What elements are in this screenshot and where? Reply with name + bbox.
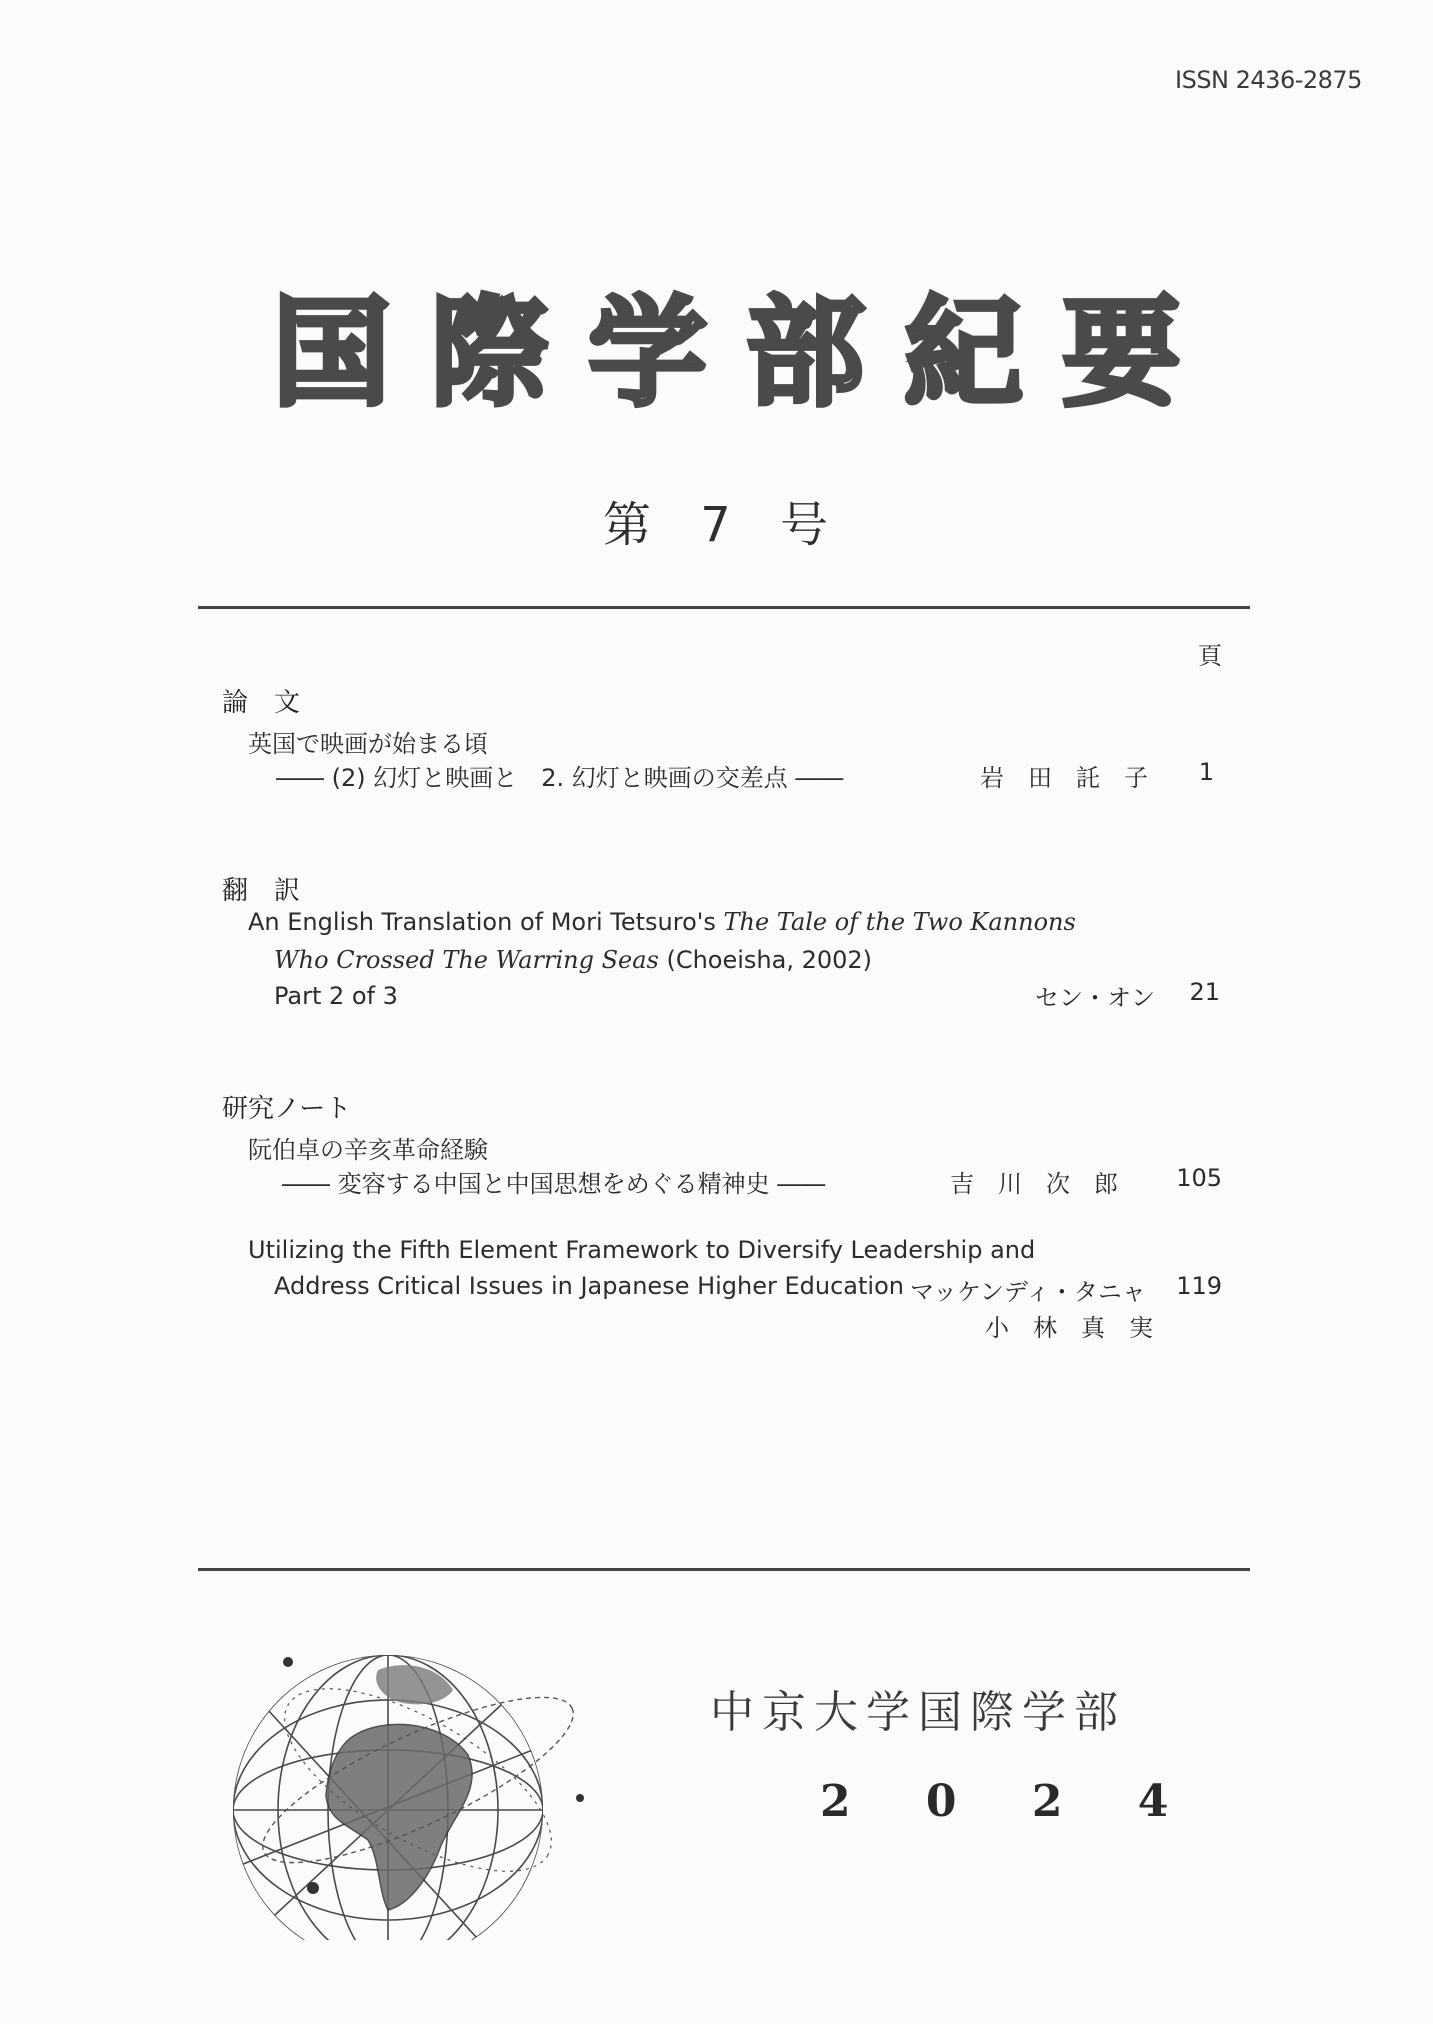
entry-subtitle: ―― (2) 幻灯と映画と 2. 幻灯と映画の交差点 ――	[276, 764, 844, 792]
bottom-divider	[198, 1568, 1250, 1571]
entry-author-2: 小 林 真 実	[985, 1314, 1153, 1342]
entry-page: 21	[1189, 978, 1220, 1006]
entry-title: 阮伯卓の辛亥革命経験	[248, 1136, 488, 1164]
entry-title	[248, 908, 1076, 936]
entry-title-italic: The Tale of the Two Kannons	[723, 908, 1076, 936]
entry-title: 英国で映画が始まる頃	[248, 730, 488, 758]
entry-title-cont: Address Critical Issues in Japanese Higher Education	[274, 1272, 904, 1300]
entry-title-italic: Who Crossed The Warring Seas	[274, 946, 659, 974]
journal-title: 国際学部紀要	[272, 284, 1221, 422]
entry-author: マッケンディ・タニャ	[910, 1278, 1146, 1306]
entry-author: 岩 田 託 子	[980, 764, 1148, 792]
issn: ISSN 2436-2875	[1175, 66, 1362, 94]
page-column-header: 頁	[1198, 642, 1222, 670]
continent-shape	[326, 1724, 472, 1910]
entry-subtitle: ―― 変容する中国と中国思想をめぐる精神史 ――	[282, 1170, 826, 1198]
entry-author: 吉 川 次 郎	[950, 1170, 1118, 1198]
publication-year: 2 0 2 4	[820, 1776, 1199, 1827]
entry-part: Part 2 of 3	[274, 982, 398, 1010]
section-heading-translation: 翻 訳	[222, 876, 301, 906]
entry-page: 105	[1176, 1164, 1222, 1192]
issue-number: 第 7 号	[602, 497, 831, 553]
entry-title: Utilizing the Fifth Element Framework to Diversify Leadership and	[248, 1236, 1036, 1264]
entry-page: 1	[1198, 758, 1214, 786]
entry-title-cont	[274, 946, 872, 974]
top-divider	[198, 606, 1250, 609]
entry-title-plain: An English Translation of Mori Tetsuro's	[248, 908, 724, 936]
entry-author: セン・オン	[1035, 984, 1155, 1012]
section-heading-research-notes: 研究ノート	[222, 1094, 352, 1124]
entry-page: 119	[1176, 1272, 1222, 1300]
entry-title-plain: (Choeisha, 2002)	[658, 946, 873, 974]
section-heading-articles: 論 文	[222, 688, 301, 718]
globe-logo	[228, 1620, 588, 1940]
publisher-name: 中京大学国際学部	[710, 1687, 1126, 1738]
